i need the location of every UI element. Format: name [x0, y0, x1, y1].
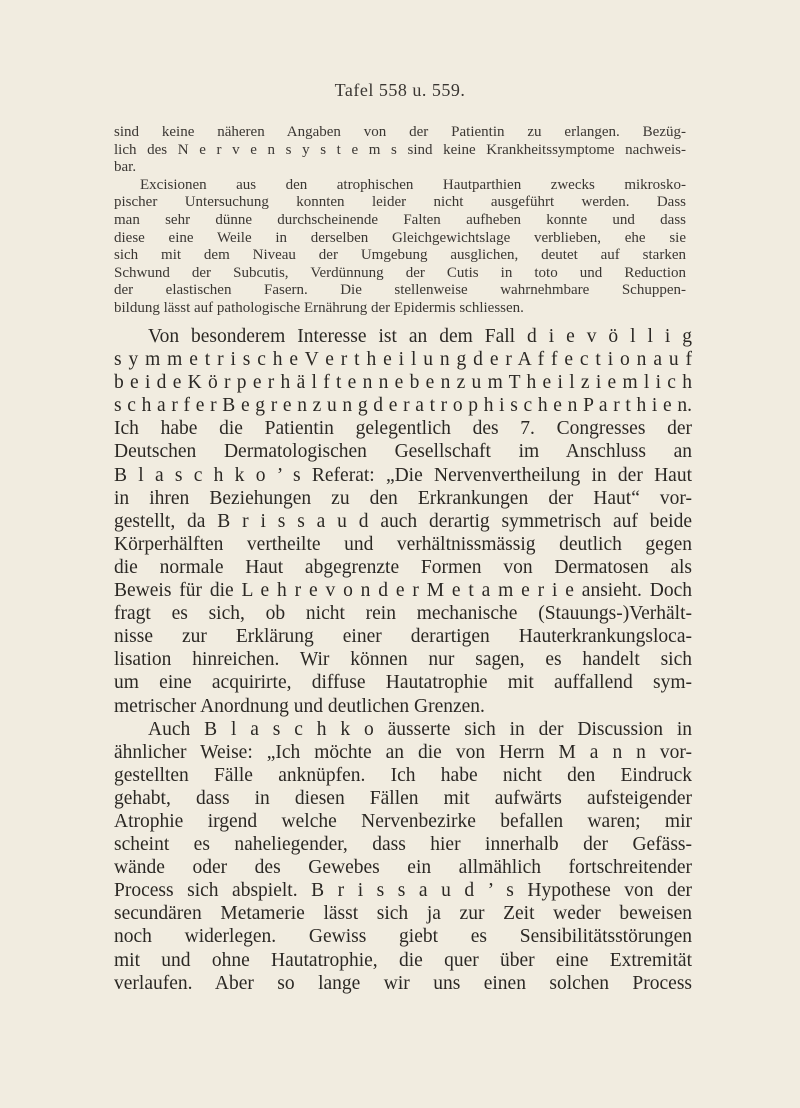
text-line: gestellten Fälle anknüpfen. Ich habe nicht den Eindruck: [114, 764, 692, 786]
text-line: gestellt, da B r i s s a u d auch derartig symmetrisch auf beide: [114, 510, 692, 532]
text-line: Ich habe die Patientin gelegentlich des 7. Congresses der: [114, 418, 692, 440]
text-line: metrischer Anordnung und deutlichen Grenzen.: [114, 695, 485, 717]
text-line: man sehr dünne durchscheinende Falten aufheben konnte und dass: [114, 211, 686, 228]
text-line: in ihren Beziehungen zu den Erkrankungen der Haut“ vor-: [114, 487, 692, 509]
text-line: s c h a r f e r B e g r e n z u n g d e r a t r o p h i s c h e n P a r t h i e n.: [114, 395, 692, 417]
text-line: sind keine näheren Angaben von der Patientin zu erlangen. Bezüg-: [114, 124, 686, 140]
text-line: diese eine Weile in derselben Gleichgewichtslage verblieben, ehe sie: [114, 229, 686, 246]
text-line: Deutschen Dermatologischen Gesellschaft im Anschluss an: [114, 441, 692, 463]
text-line: ähnlicher Weise: „Ich möchte an die von Herrn M a n n vor-: [114, 741, 692, 763]
text-line: b e i d e K ö r p e r h ä l f t e n n e b e n z u m T h e i l z i e m l i c h: [114, 372, 692, 394]
text-line: wände oder des Gewebes ein allmählich fortschreitender: [114, 857, 692, 879]
text-line: Atrophie irgend welche Nervenbezirke befallen waren; mir: [114, 810, 692, 832]
text-line: bar.: [114, 159, 137, 176]
text-line: Process sich abspielt. B r i s s a u d ’ s Hypothese von der: [114, 880, 692, 902]
text-line: Excisionen aus den atrophischen Hautparthien zwecks mikrosko-: [140, 176, 686, 193]
text-line: scheint es naheliegender, dass hier innerhalb der Gefäss-: [114, 834, 692, 856]
text-line: die normale Haut abgegrenzte Formen von Dermatosen als: [114, 556, 692, 578]
text-line: sich mit dem Niveau der Umgebung ausglichen, deutet auf starken: [114, 247, 686, 264]
text-line: secundären Metamerie lässt sich ja zur Zeit weder beweisen: [114, 903, 692, 925]
text-line: gehabt, dass in diesen Fällen mit aufwärts aufsteigender: [114, 787, 692, 809]
text-line: pischer Untersuchung konnten leider nicht ausgeführt werden. Dass: [114, 194, 686, 211]
text-line: verlaufen. Aber so lange wir uns einen solchen Process: [114, 972, 692, 994]
text-line: Von besonderem Interesse ist an dem Fall d i e v ö l l i g: [148, 326, 692, 347]
text-line: noch widerlegen. Gewiss giebt es Sensibilitätsstörungen: [114, 926, 692, 948]
page-title: Tafel 558 u. 559.: [334, 80, 466, 100]
text-line: Beweis für die L e h r e v o n d e r M e t a m e r i e ansieht. Doch: [114, 580, 692, 602]
text-line: s y m m e t r i s c h e V e r t h e i l u n g d e r A f f e c t i o n a u f: [114, 349, 692, 371]
paragraph-block-large: [114, 325, 692, 995]
text-line: B l a s c h k o ’ s Referat: „Die Nervenvertheilung in der Haut: [114, 464, 692, 486]
text-line: lisation hinreichen. Wir können nur sagen, es handelt sich: [114, 649, 692, 671]
text-line: Auch B l a s c h k o äusserte sich in der Discussion in: [148, 718, 692, 740]
text-line: Körperhälften vertheilte und verhältnissmässig deutlich gegen: [114, 533, 692, 555]
text-line: nisse zur Erklärung einer derartigen Hauterkrankungsloca-: [114, 626, 692, 648]
text-line: Schwund der Subcutis, Verdünnung der Cutis in toto und Reduction: [114, 264, 686, 281]
text-line: fragt es sich, ob nicht rein mechanische (Stauungs-)Verhält-: [114, 603, 692, 625]
text-line: der elastischen Fasern. Die stellenweise wahrnehmbare Schuppen-: [114, 282, 686, 299]
text-line: um eine acquirirte, diffuse Hautatrophie mit auffallend sym-: [114, 672, 692, 694]
paragraph-block-small: [114, 124, 686, 318]
text-line: bildung lässt auf pathologische Ernährung der Epidermis schliessen.: [114, 299, 524, 316]
text-line: mit und ohne Hautatrophie, die quer über eine Extremität: [114, 949, 692, 971]
text-line: lich des N e r v e n s y s t e m s sind keine Krankheitssymptome nachweis-: [114, 141, 686, 158]
